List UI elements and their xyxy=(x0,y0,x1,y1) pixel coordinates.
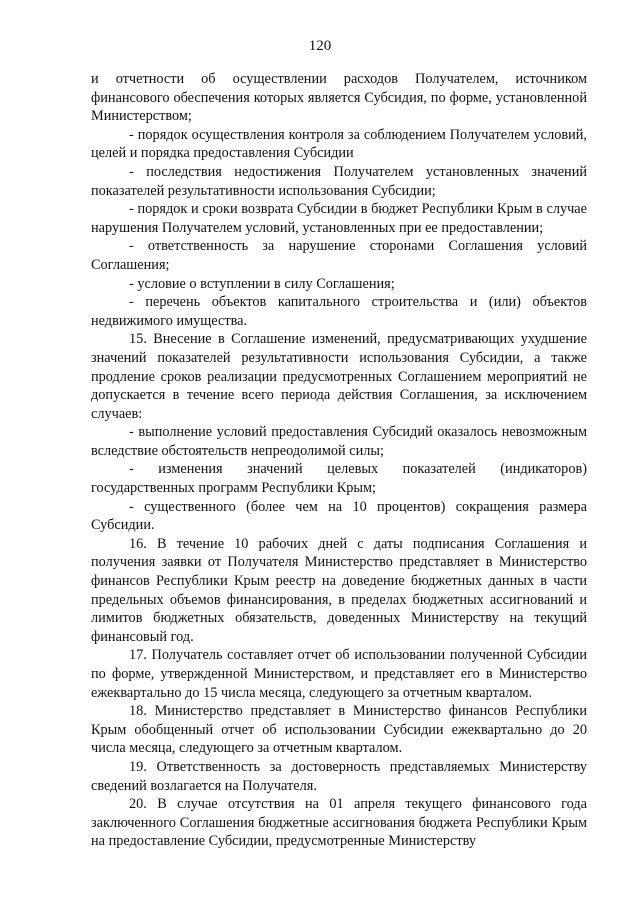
paragraph-15: 15. Внесение в Соглашение изменений, предусматривающих ухудшение значений показателей результативности использования Субсидии, а также продление сроков реализации предусмотренных Соглашением мероприятий не допускается в течение всего периода действия Соглашения, за исключением случаев: xyxy=(91,331,587,422)
paragraph-18: 18. Министерство представляет в Министерство финансов Республики Крым обобщенный отчет об использовании Субсидии ежеквартально до 20 числа месяца, следующего за отчетным кварталом. xyxy=(91,703,587,757)
list-item-force-majeure: - выполнение условий предоставления Субсидий оказалось невозможным вследствие обстоятельств непреодолимой силы; xyxy=(91,424,587,459)
list-item-responsibility: - ответственность за нарушение сторонами Соглашения условий Соглашения; xyxy=(91,238,587,273)
list-item-entry-into-force: - условие о вступлении в силу Соглашения; xyxy=(129,275,395,292)
page-number: 120 xyxy=(308,38,332,54)
list-item-indicator-changes: - изменения значений целевых показателей (индикаторов) государственных программ Республики Крым; xyxy=(91,461,587,497)
list-item-consequences: - последствия недостижения Получателем установленных значений показателей результативности использования Субсидии; xyxy=(91,163,587,199)
paragraph-continuation: и отчетности об осуществлении расходов Получателем, источником финансового обеспечения которых является Субсидия, по форме, установленной Министерством; xyxy=(91,71,587,125)
paragraph-19: 19. Ответственность за достоверность представляемых Министерству сведений возлагается на Получателя. xyxy=(91,758,587,794)
list-item-refund-procedure: - порядок и сроки возврата Субсидии в бюджет Республики Крым в случае нарушения Получателем условий, установленных при ее предоставлении; xyxy=(91,201,587,236)
list-item-objects-list: - перечень объектов капитального строительства и (или) объектов недвижимого имущества. xyxy=(91,294,587,329)
list-item-control-procedure: - порядок осуществления контроля за соблюдением Получателем условий, целей и порядка предоставления Субсидии xyxy=(91,126,587,162)
paragraph-16: 16. В течение 10 рабочих дней с даты подписания Соглашения и получения заявки от Получателя Министерство представляет в Министерство финансов Республики Крым реестр на доведение бюджетных данных в части предельных объемов финансирования, в пределах бюджетных ассигнований и лимитов бюджетных обязательств, доведенных Министерству на текущий финансовый год. xyxy=(91,535,587,645)
document-body xyxy=(91,70,587,851)
list-item-subsidy-reduction: - существенного (более чем на 10 процентов) сокращения размера Субсидии. xyxy=(91,498,587,534)
paragraph-20: 20. В случае отсутствия на 01 апреля текущего финансового года заключенного Соглашения бюджетные ассигнования бюджета Республики Крым на предоставление Субсидии, предусмотренные Министерству xyxy=(91,796,587,850)
paragraph-17: 17. Получатель составляет отчет об использовании полученной Субсидии по форме, утвержденной Министерством, и представляет его в Министерство ежеквартально до 15 числа месяца, следующего за отчетным кварталом. xyxy=(91,647,587,701)
